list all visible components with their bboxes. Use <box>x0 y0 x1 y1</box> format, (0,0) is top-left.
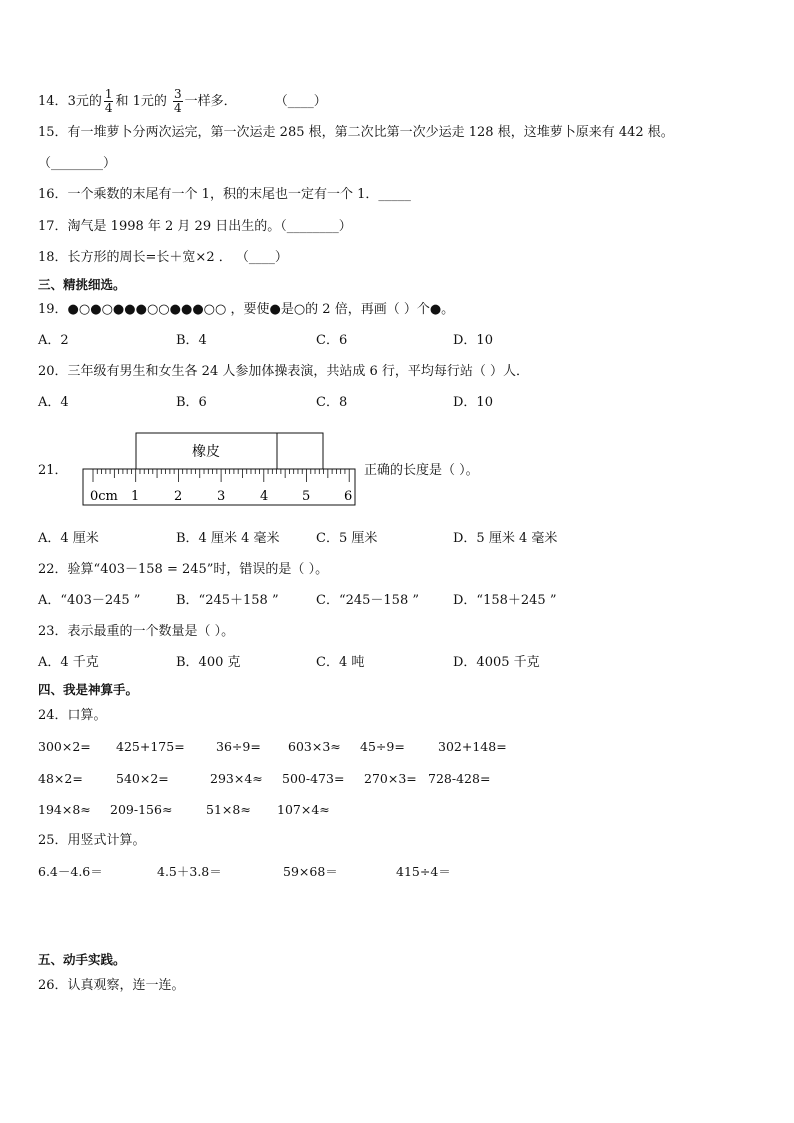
calc-item: 500-473= <box>282 771 345 786</box>
answer-blank[interactable]: （____） <box>274 94 327 109</box>
calc-item: 540×2= <box>116 771 169 786</box>
question-21-text: 正确的长度是（ ）。 <box>364 463 479 478</box>
calc-item: 51×8≈ <box>206 802 251 817</box>
ruler-label-3: 3 <box>217 489 226 504</box>
option-c[interactable]: C．6 <box>316 333 348 348</box>
question-22: 22．验算“403－158 = 245”时，错误的是（ ）。 <box>38 562 329 577</box>
question-15: 15．有一堆萝卜分两次运完，第一次运走 285 根，第二次比第一次少运走 128 根，这堆萝卜原来有 442 根。 <box>38 125 674 140</box>
fraction-three-quarters: $\frac{3}{4}$ <box>174 87 182 115</box>
option-a[interactable]: A．4 千克 <box>38 655 99 670</box>
question-17: 17．淘气是 1998 年 2 月 29 日出生的。（________） <box>38 219 352 234</box>
ruler-label-1: 1 <box>131 489 140 504</box>
calc-item: 293×4≈ <box>210 771 263 786</box>
vertical-calc-item: 59×68＝ <box>283 864 338 879</box>
calc-item: 300×2= <box>38 739 91 754</box>
option-b[interactable]: B．4 厘米 4 毫米 <box>176 531 280 546</box>
option-a[interactable]: A．2 <box>38 333 69 348</box>
calc-item: 209-156≈ <box>110 802 173 817</box>
ruler-label-2: 2 <box>174 489 183 504</box>
option-a[interactable]: A．4 厘米 <box>38 531 99 546</box>
option-c[interactable]: C．5 厘米 <box>316 531 378 546</box>
option-a[interactable]: A．4 <box>38 395 69 410</box>
ruler-label-5: 5 <box>302 489 311 504</box>
option-d[interactable]: D．5 厘米 4 毫米 <box>453 531 558 546</box>
calc-item: 728-428= <box>428 771 491 786</box>
ruler-figure <box>80 430 364 510</box>
calc-item: 36÷9= <box>216 739 261 754</box>
option-c[interactable]: C．“245－158 ” <box>316 593 419 608</box>
question-26: 26．认真观察，连一连。 <box>38 978 185 993</box>
calc-item: 603×3≈ <box>288 739 341 754</box>
question-19: 19．●○●○●●●○○●●●○○ ，要使●是○的 2 倍，再画（ ）个●。 <box>38 302 455 317</box>
option-c[interactable]: C．4 吨 <box>316 655 365 670</box>
calc-item: 48×2= <box>38 771 83 786</box>
fraction-one-quarter: $\frac{1}{4}$ <box>104 87 113 115</box>
option-b[interactable]: B．4 <box>176 333 207 348</box>
option-d[interactable]: D．4005 千克 <box>453 655 540 670</box>
option-b[interactable]: B．400 克 <box>176 655 241 670</box>
question-23: 23．表示最重的一个数量是（ ）。 <box>38 624 235 639</box>
section-3-title: 三、精挑细选。 <box>38 277 126 292</box>
option-b[interactable]: B．“245＋158 ” <box>176 593 279 608</box>
eraser-label: 橡皮 <box>192 444 220 460</box>
option-d[interactable]: D．10 <box>453 333 493 348</box>
question-20: 20．三年级有男生和女生各 24 人参加体操表演，共站成 6 行，平均每行站（ ）人． <box>38 364 530 379</box>
option-a[interactable]: A．“403－245 ” <box>38 593 141 608</box>
option-b[interactable]: B．6 <box>176 395 207 410</box>
question-25-title: 25．用竖式计算。 <box>38 833 146 848</box>
calc-item: 45÷9= <box>360 739 405 754</box>
ruler-label-0: 0cm <box>90 489 118 504</box>
question-18: 18．长方形的周长=长＋宽×2 ． （____） <box>38 250 288 265</box>
ruler-label-4: 4 <box>260 489 269 504</box>
option-d[interactable]: D．10 <box>453 395 493 410</box>
option-d[interactable]: D．“158＋245 ” <box>453 593 557 608</box>
eraser-shape <box>136 433 323 469</box>
vertical-calc-item: 6.4－4.6＝ <box>38 864 103 879</box>
calc-item: 270×3= <box>364 771 417 786</box>
section-5-title: 五、动手实践。 <box>38 952 126 967</box>
ruler-label-6: 6 <box>344 489 353 504</box>
question-16: 16．一个乘数的末尾有一个 1，积的末尾也一定有一个 1．_____ <box>38 187 411 202</box>
vertical-calc-item: 415÷4＝ <box>396 864 451 879</box>
option-c[interactable]: C．8 <box>316 395 348 410</box>
question-14: 14．3元的 $\frac{1}{4}$ 和 1元的 $\frac{3}{4}$ 一样多． （____） <box>38 87 327 115</box>
vertical-calc-item: 4.5＋3.8＝ <box>157 864 222 879</box>
calc-item: 425+175= <box>116 739 185 754</box>
calc-item: 194×8≈ <box>38 802 91 817</box>
section-4-title: 四、我是神算手。 <box>38 682 139 697</box>
question-21-number: 21． <box>38 463 68 478</box>
calc-item: 107×4≈ <box>277 802 330 817</box>
calc-item: 302+148= <box>438 739 507 754</box>
question-24-title: 24．口算。 <box>38 708 107 723</box>
answer-blank[interactable]: （________） <box>38 156 117 171</box>
